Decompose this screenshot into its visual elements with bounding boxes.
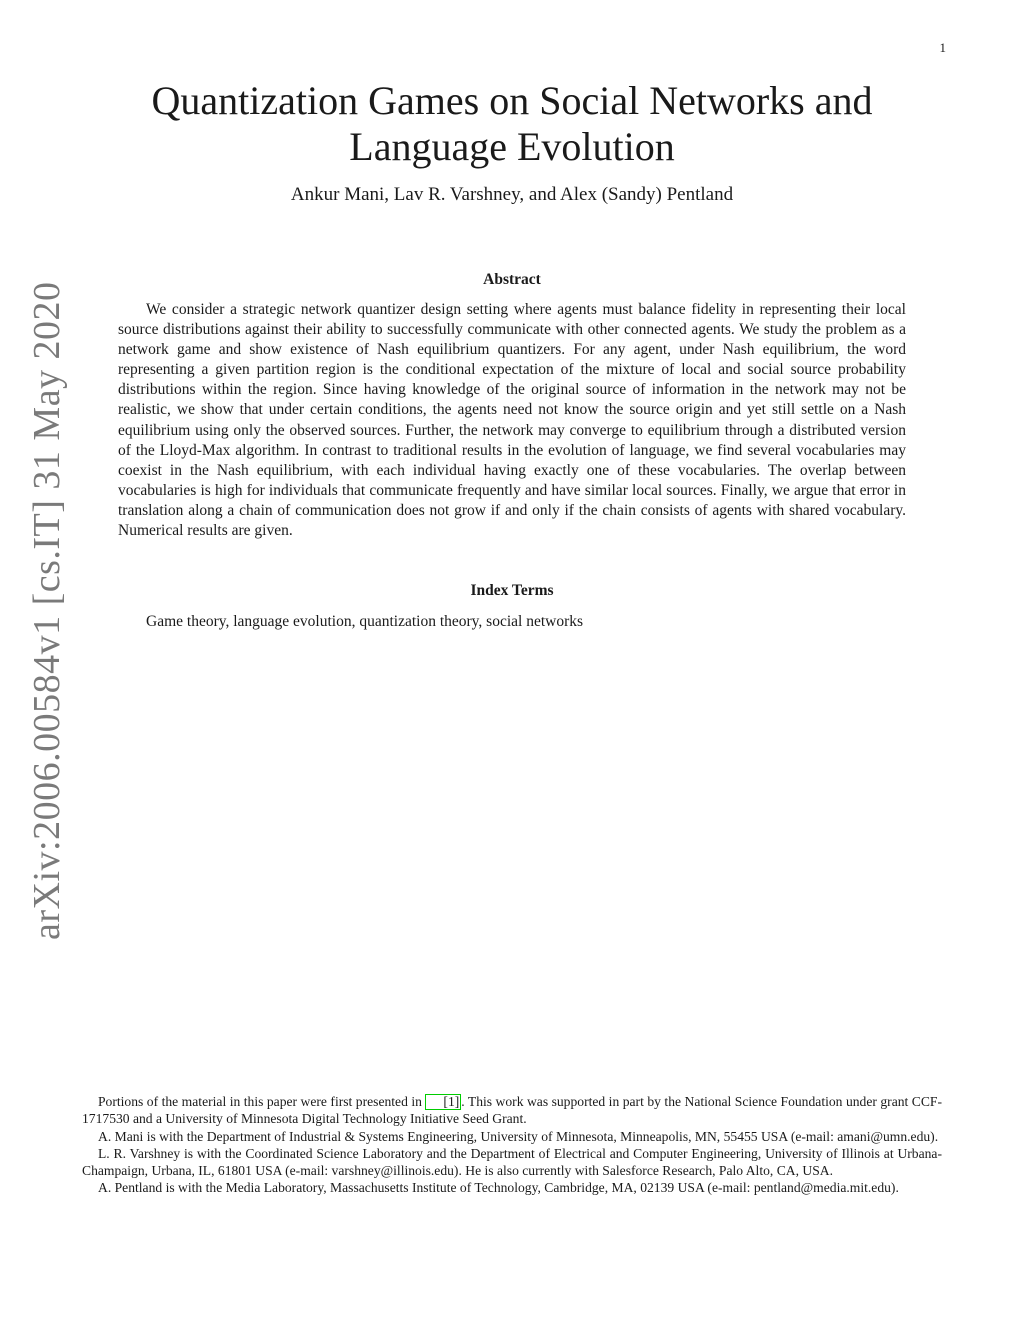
paper-title	[100, 78, 924, 170]
footnotes	[82, 1093, 942, 1197]
footnote-author-pentland: A. Pentland is with the Media Laboratory, Massachusetts Institute of Technology, Cambridge, MA, 02139 USA (e-mail: pentland@media.mit.edu).	[98, 1180, 899, 1196]
footnote-funding	[82, 1093, 942, 1128]
footnote-funding-rest: . This work was supported in part by the National Science Foundation under grant CCF-1717530 and a University of Minnesota Digital Technology Initiative Seed Grant.	[82, 1094, 942, 1127]
citation-link[interactable]: [1]	[425, 1094, 461, 1110]
page-number: 1	[939, 40, 946, 55]
index-terms-text: Game theory, language evolution, quantization theory, social networks	[146, 613, 584, 630]
arxiv-identifier-stamp: arXiv:2006.00584v1 [cs.IT] 31 May 2020	[26, 281, 68, 940]
footnote-author-mani: A. Mani is with the Department of Industrial & Systems Engineering, University of Minnesota, Minneapolis, MN, 55455 USA (e-mail: amani@umn.edu).	[98, 1128, 939, 1144]
abstract-heading: Abstract	[483, 271, 541, 288]
footnote-author-varshney: L. R. Varshney is with the Coordinated Science Laboratory and the Department of Electrical and Computer Engineering, University of Illinois at Urbana-Champaign, Urbana, IL, 61801 USA (e-mail: varshney@illinois.edu). He is also currently with Salesforce Research, Palo Alto, CA, USA.	[82, 1145, 942, 1179]
index-terms-heading: Index Terms	[470, 582, 554, 599]
title-line-1: Quantization Games on Social Networks and	[151, 78, 873, 123]
abstract-text: We consider a strategic network quantizer design setting where agents must balance fidelity in representing their local source distributions against their ability to successfully communicate with other connected agents. We study the problem as a network game and show existence of Nash equilibrium quantizers. For any agent, under Nash equilibrium, the word representing a given partition region is the conditional expectation of the mixture of local and social source probability distributions within the region. Since having knowledge of the original source of information in the network may not be realistic, we show that under certain conditions, the agents need not know the source origin and yet still settle on a Nash equilibrium using only the observed sources. Further, the network may converge to equilibrium through a distributed version of the Lloyd-Max algorithm. In contrast to traditional results in the evolution of language, we find several vocabularies may coexist in the Nash equilibrium, with each individual having exactly one of these vocabularies. The overlap between vocabularies is high for individuals that communicate frequently and have similar local sources. Finally, we argue that error in translation along a chain of communication does not grow if and only if the chain consists of agents with shared vocabulary. Numerical results are given.	[118, 301, 906, 540]
title-line-2: Language Evolution	[349, 124, 675, 169]
footnote-funding-lead: Portions of the material in this paper were first presented in	[98, 1094, 426, 1109]
author-list: Ankur Mani, Lav R. Varshney, and Alex (Sandy) Pentland	[290, 184, 734, 205]
